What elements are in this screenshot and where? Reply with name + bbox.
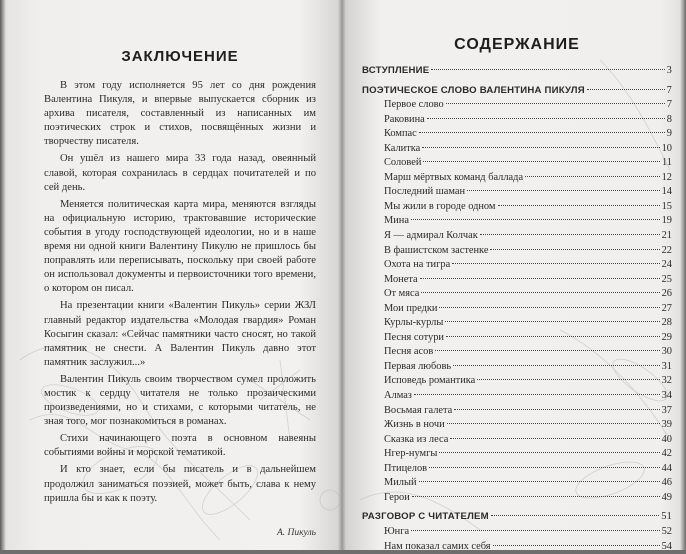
conclusion-paragraph: Меняется политическая карта мира, меняются взгляды на официальную историю, трактовавшие исторические события в угоду господствующей идеологии, но и в наше время ни одной книги Валентину Пикулю не пришлось бы поправлять или переписывать, поскольку при своей работе он использовал документы и первоисточники того времени, о котором он писал. [44,198,316,297]
toc-entry-page-number: 24 [662,258,672,273]
toc-entry-page-number: 30 [662,345,672,360]
dot-leader [439,452,659,453]
toc-entry [362,525,672,540]
dot-leader [439,307,659,308]
toc-entry-page-number: 14 [662,185,672,200]
toc-entry-page-number: 44 [662,462,672,477]
toc-entry [362,491,672,506]
toc-entry [362,433,672,448]
dot-leader [446,336,660,337]
dot-leader [423,161,660,162]
dot-leader [467,190,660,191]
toc-entry-title: Сказка из леса [384,433,448,448]
toc-section-entry [362,64,672,79]
contents-heading: СОДЕРЖАНИЕ [362,36,672,54]
toc-entry [362,127,672,142]
toc-entry-title: Соловей [384,156,421,171]
toc-entry-title: Мы жили в городе одном [384,200,496,215]
toc-entry-title: Мои предки [384,302,437,317]
conclusion-paragraph: И кто знает, если бы писатель и в дальнейшем продолжил заниматься поэзией, может быть, слава к нему пришла бы и как к поэту. [44,463,316,505]
toc-entry-page-number: 52 [662,525,672,540]
dot-leader [446,103,665,104]
toc-entry [362,185,672,200]
toc-entry-title: Исповедь романтика [384,374,475,389]
conclusion-paragraph: Стихи начинающего поэта в основном навеяны событиями войны и морской тематикой. [44,432,316,460]
toc-entry-title: Нам показал самих себя [384,540,491,554]
toc-entry-page-number: 37 [662,404,672,419]
toc-entry-title: Алмаз [384,389,412,404]
toc-entry [362,404,672,419]
knot-ornament [320,490,340,510]
dot-leader [411,219,660,220]
toc-entry-title: Герои [384,491,410,506]
toc-entry-page-number: 3 [667,64,672,79]
toc-entry-page-number: 46 [662,476,672,491]
toc-entry-title: Монета [384,273,418,288]
toc-entry [362,98,672,113]
dot-leader [445,321,659,322]
dot-leader [427,118,665,119]
toc-entry-title: ВСТУПЛЕНИЕ [362,64,429,79]
toc-entry-page-number: 10 [662,142,672,157]
conclusion-paragraph: Валентин Пикуль своим творчеством сумел проложить мостик к сердцу читателя не только прозаическими произведениями, но и стихами, с которыми читатель, не зная того, мог познакомиться в романах. [44,373,316,429]
conclusion-paragraph: Он ушёл из нашего мира 33 года назад, овеянный славой, которая сохранилась в сердцах почитателей и по сей день. [44,152,316,194]
toc-entry [362,418,672,433]
dot-leader [493,545,660,546]
toc-entry-title: Песня асов [384,345,433,360]
dot-leader [419,132,665,133]
toc-entry-page-number: 49 [662,491,672,506]
toc-entry-page-number: 9 [667,127,672,142]
toc-entry [362,345,672,360]
dot-leader [525,176,660,177]
toc-entry-title: Мина [384,214,409,229]
toc-entry [362,171,672,186]
toc-entry-title: В фашистском застенке [384,244,488,259]
toc-entry-title: Курлы-курлы [384,316,443,331]
dot-leader [490,249,659,250]
toc-entry-page-number: 42 [662,447,672,462]
dot-leader [498,205,660,206]
dot-leader [435,350,659,351]
toc-entry [362,258,672,273]
conclusion-heading: ЗАКЛЮЧЕНИЕ [44,48,316,65]
toc-entry-page-number: 19 [662,214,672,229]
conclusion-paragraph: В этом году исполняется 95 лет со дня рождения Валентина Пикуля, и впервые выпускается сборник из архива писателя, составленный из написанных им поэтических строк и стихов, посвящённых жизни и творчеству писателя. [44,79,316,149]
toc-entry-page-number: 34 [662,389,672,404]
toc-entry [362,476,672,491]
dot-leader [420,278,660,279]
toc-entry-page-number: 28 [662,316,672,331]
dot-leader [411,530,659,531]
table-of-contents [362,64,672,554]
dot-leader [447,423,660,424]
conclusion-paragraph: На презентации книги «Валентин Пикуль» серии ЖЗЛ главный редактор издательства «Молодая гвардия» Роман Косыгин сказал: «Сейчас памятники часто сносят, но такой памятник не снести. А Валентин Пикуль давно этот памятник заслужил...» [44,299,316,369]
dot-leader [454,409,659,410]
toc-entry [362,360,672,375]
toc-entry [362,447,672,462]
dot-leader [414,394,660,395]
toc-entry-page-number: 7 [667,84,672,99]
toc-entry-title: ПОЭТИЧЕСКОЕ СЛОВО ВАЛЕНТИНА ПИКУЛЯ [362,84,585,99]
toc-entry [362,462,672,477]
toc-entry [362,273,672,288]
dot-leader [429,467,660,468]
toc-entry-title: Восьмая галета [384,404,452,419]
toc-entry-page-number: 8 [667,113,672,128]
toc-entry-page-number: 26 [662,287,672,302]
toc-entry-page-number: 51 [661,510,672,525]
toc-entry-title: Нгер-нумгы [384,447,437,462]
toc-entry-page-number: 11 [662,156,672,171]
dot-leader [419,481,660,482]
toc-entry [362,229,672,244]
toc-entry-title: Я — адмирал Колчак [384,229,478,244]
toc-entry [362,374,672,389]
dot-leader [421,292,659,293]
toc-entry [362,200,672,215]
toc-entry-page-number: 22 [662,244,672,259]
toc-entry-title: Жизнь в ночи [384,418,445,433]
toc-entry-title: Раковина [384,113,425,128]
toc-entry-title: От мяса [384,287,419,302]
toc-entry-page-number: 31 [662,360,672,375]
toc-entry-title: Милый [384,476,417,491]
toc-entry-title: Последний шаман [384,185,465,200]
right-page [362,36,672,554]
dot-leader [452,263,659,264]
toc-entry-title: Песня сотури [384,331,444,346]
toc-section-entry [362,84,672,99]
dot-leader [453,365,659,366]
toc-entry [362,244,672,259]
toc-section-entry [362,510,672,525]
toc-entry-title: Первая любовь [384,360,451,375]
toc-entry [362,331,672,346]
toc-entry-page-number: 12 [662,171,672,186]
toc-entry-page-number: 40 [662,433,672,448]
author-signature: А. Пикуль [44,528,316,538]
dot-leader [477,379,659,380]
toc-entry [362,302,672,317]
toc-entry-title: Марш мёртвых команд баллада [384,171,523,186]
toc-entry [362,287,672,302]
toc-entry-page-number: 32 [662,374,672,389]
toc-entry [362,156,672,171]
toc-entry [362,389,672,404]
toc-entry [362,540,672,554]
dot-leader [491,515,659,516]
left-page [44,48,316,538]
toc-entry-title: Компас [384,127,417,142]
toc-entry-page-number: 27 [662,302,672,317]
dot-leader [450,438,659,439]
toc-entry-page-number: 25 [662,273,672,288]
dot-leader [587,89,665,90]
toc-entry-title: Первое слово [384,98,444,113]
toc-entry-title: Юнга [384,525,409,540]
dot-leader [431,69,664,70]
toc-entry [362,316,672,331]
dot-leader [422,147,659,148]
toc-entry-page-number: 39 [662,418,672,433]
toc-entry-title: РАЗГОВОР С ЧИТАТЕЛЕМ [362,510,489,525]
dot-leader [480,234,660,235]
toc-entry-page-number: 29 [662,331,672,346]
toc-entry [362,142,672,157]
toc-entry-title: Охота на тигра [384,258,450,273]
dot-leader [412,496,660,497]
toc-entry [362,113,672,128]
toc-entry-title: Калитка [384,142,420,157]
toc-entry [362,214,672,229]
toc-entry-page-number: 54 [662,540,672,554]
toc-entry-page-number: 7 [667,98,672,113]
toc-entry-page-number: 21 [662,229,672,244]
toc-entry-title: Птицелов [384,462,427,477]
toc-entry-page-number: 15 [662,200,672,215]
